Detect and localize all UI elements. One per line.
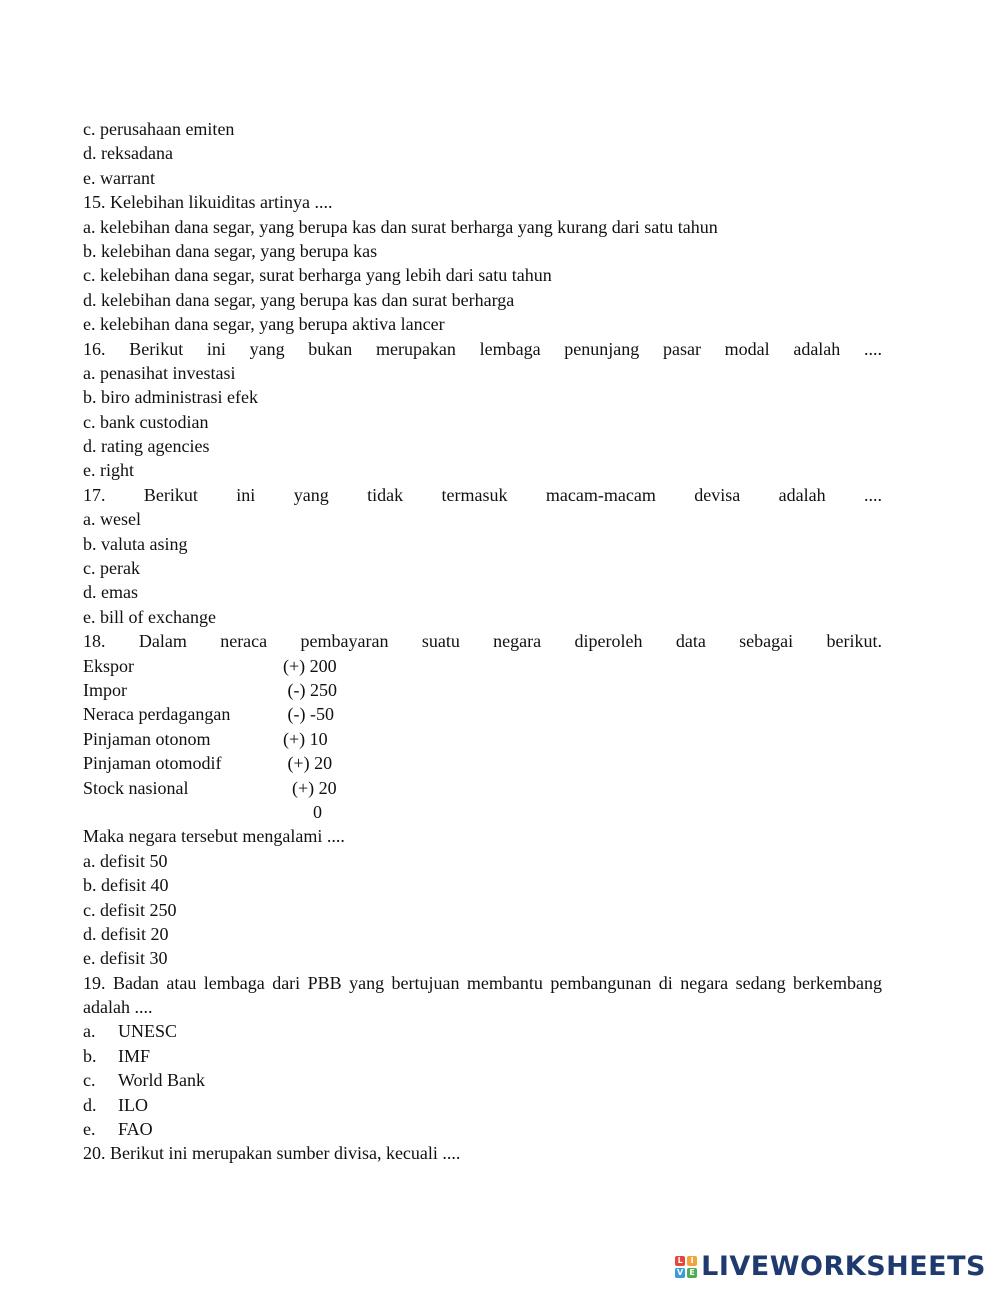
option-text: b. biro administrasi efek — [83, 387, 258, 408]
option-text: e. defisit 30 — [83, 948, 168, 969]
option-text: e. right — [83, 460, 134, 481]
balance-row — [83, 751, 882, 775]
option-text: FAO — [118, 1119, 153, 1140]
balance-value: (-) -50 — [283, 704, 334, 725]
option-text: d. rating agencies — [83, 436, 210, 457]
question-18: 18. Dalam neraca pembayaran suatu negara diperoleh data sebagai berikut. — [83, 631, 882, 652]
balance-label: Ekspor — [83, 655, 134, 676]
option-text: d. reksadana — [83, 143, 173, 164]
question-17: 17. Berikut ini yang tidak termasuk macam-macam devisa adalah .... — [83, 484, 882, 505]
balance-row — [83, 702, 882, 726]
option-letter: a. — [83, 1021, 96, 1042]
option-text: d. emas — [83, 582, 138, 603]
option-text: a. penasihat investasi — [83, 362, 236, 383]
question-15: 15. Kelebihan likuiditas artinya .... — [83, 192, 333, 213]
question-16: 16. Berikut ini yang bukan merupakan lembaga penunjang pasar modal adalah .... — [83, 338, 882, 359]
option-item — [83, 1117, 882, 1141]
worksheet-page — [83, 117, 882, 1166]
liveworksheets-logo — [675, 1251, 986, 1282]
option-item — [83, 1044, 882, 1068]
balance-row — [83, 727, 882, 751]
balance-row — [83, 776, 882, 800]
balance-label: Pinjaman otonom — [83, 728, 211, 749]
question-19: 19. Badan atau lembaga dari PBB yang bertujuan membantu pembangunan di negara sedang berkembang adalah .... — [83, 972, 882, 1018]
option-text: e. warrant — [83, 167, 155, 188]
question-18-prompt: Maka negara tersebut mengalami .... — [83, 826, 345, 847]
option-text: c. perak — [83, 558, 140, 579]
option-text: d. kelebihan dana segar, yang berupa kas dan surat berharga — [83, 289, 515, 310]
balance-row — [83, 654, 882, 678]
option-item — [83, 1093, 882, 1117]
balance-value: (+) 10 — [283, 728, 328, 749]
balance-value: (+) 200 — [283, 655, 337, 676]
option-text: d. defisit 20 — [83, 923, 169, 944]
option-text: World Bank — [118, 1070, 206, 1091]
balance-label: Impor — [83, 679, 127, 700]
balance-value: (+) 20 — [283, 753, 333, 774]
option-text: c. kelebihan dana segar, surat berharga yang lebih dari satu tahun — [83, 265, 552, 286]
option-text: a. defisit 50 — [83, 850, 168, 871]
balance-label: Stock nasional — [83, 777, 189, 798]
option-item — [83, 1068, 882, 1092]
option-text: c. defisit 250 — [83, 899, 177, 920]
balance-label: Neraca perdagangan — [83, 704, 231, 725]
option-letter: e. — [83, 1119, 96, 1140]
option-text: IMF — [118, 1045, 151, 1066]
balance-label: Pinjaman otomodif — [83, 753, 222, 774]
option-text: c. bank custodian — [83, 411, 209, 432]
option-text: b. valuta asing — [83, 533, 188, 554]
option-text: a. kelebihan dana segar, yang berupa kas dan surat berharga yang kurang dari satu tahun — [83, 216, 718, 237]
option-text: UNESC — [118, 1021, 178, 1042]
balance-value: (+) 20 — [283, 777, 337, 798]
question-20: 20. Berikut ini merupakan sumber divisa, kecuali .... — [83, 1143, 461, 1164]
balance-total: 0 — [313, 801, 322, 822]
option-item — [83, 1019, 882, 1043]
balance-value: (-) 250 — [283, 679, 337, 700]
option-text: e. bill of exchange — [83, 606, 216, 627]
option-text: a. wesel — [83, 509, 141, 530]
option-text: ILO — [118, 1094, 148, 1115]
option-text: c. perusahaan emiten — [83, 119, 235, 139]
option-letter: c. — [83, 1070, 96, 1091]
logo-text: LIVEWORKSHEETS — [701, 1251, 986, 1282]
balance-row — [83, 678, 882, 702]
option-text: b. kelebihan dana segar, yang berupa kas — [83, 240, 378, 261]
option-text: b. defisit 40 — [83, 875, 169, 896]
logo-mark-icon: L I V E — [675, 1256, 697, 1278]
option-letter: b. — [83, 1045, 97, 1066]
option-letter: d. — [83, 1094, 97, 1115]
option-text: e. kelebihan dana segar, yang berupa aktiva lancer — [83, 314, 445, 335]
